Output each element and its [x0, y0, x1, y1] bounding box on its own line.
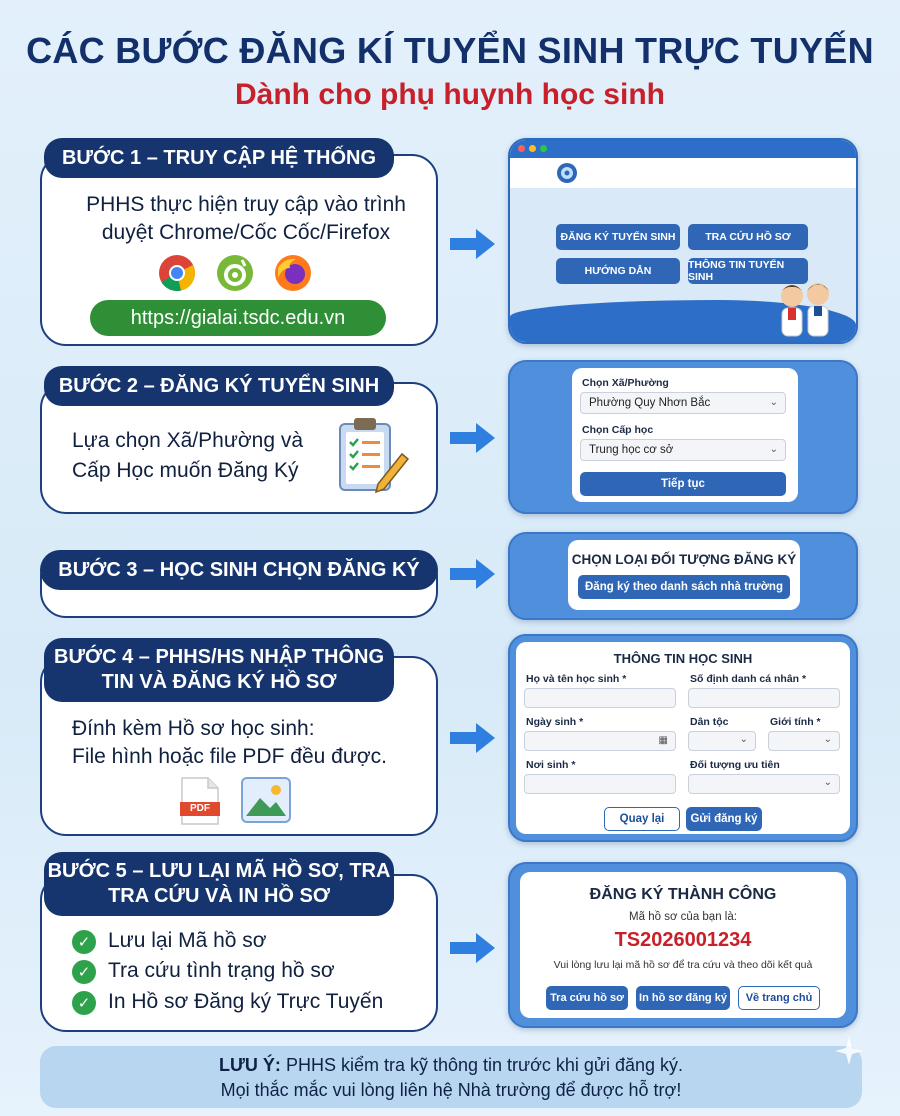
step1-heading: BƯỚC 1 – TRUY CẬP HỆ THỐNG	[44, 138, 394, 178]
ward-label: Chọn Xã/Phường	[582, 377, 669, 389]
note-line1	[40, 1055, 862, 1076]
id-label: Số định danh cá nhân *	[690, 673, 807, 685]
check-circle-icon: ✓	[72, 991, 96, 1015]
page-subtitle: Dành cho phụ huynh học sinh	[235, 78, 665, 111]
chevron-down-icon: ⌄	[823, 734, 832, 745]
home-button[interactable]: Về trang chủ	[738, 986, 820, 1010]
step5-item: Tra cứu tình trạng hồ sơ	[108, 959, 335, 982]
submit-button[interactable]: Gửi đăng ký	[686, 807, 762, 831]
step5-heading-line1: BƯỚC 5 – LƯU LẠI MÃ HỒ SƠ, TRA	[47, 860, 391, 882]
gender-label: Giới tính *	[770, 716, 821, 728]
continue-button[interactable]: Tiếp tục	[580, 472, 786, 496]
step2-heading: BƯỚC 2 – ĐĂNG KÝ TUYỂN SINH	[44, 366, 394, 406]
mock-lookup-button[interactable]: TRA CỨU HỒ SƠ	[688, 224, 808, 250]
step1-url[interactable]: https://gialai.tsdc.edu.vn	[90, 300, 386, 336]
step4-heading-line2: TIN VÀ ĐĂNG KÝ HỒ SƠ	[101, 671, 337, 693]
step4-heading	[44, 638, 394, 702]
mock-info-button[interactable]: THÔNG TIN TUYỂN SINH	[688, 258, 808, 284]
arrow-right-icon	[448, 930, 498, 966]
name-label: Họ và tên học sinh *	[526, 673, 627, 685]
gender-select[interactable]	[768, 731, 840, 751]
step4-text-line2: File hình hoặc file PDF đều được.	[72, 745, 387, 768]
note-label: LƯU Ý:	[219, 1055, 281, 1075]
dob-input[interactable]	[524, 731, 676, 751]
school-list-option-button[interactable]: Đăng ký theo danh sách nhà trường	[578, 575, 790, 599]
clipboard-checklist-icon	[334, 414, 412, 498]
level-select-value: Trung học cơ sở	[589, 444, 674, 456]
step2-text-line2: Cấp Học muốn Đăng Ký	[72, 459, 299, 482]
chevron-down-icon: ⌄	[739, 734, 748, 745]
site-logo-icon	[556, 162, 578, 184]
mock-guide-button[interactable]: HƯỚNG DẪN	[556, 258, 680, 284]
page-title: CÁC BƯỚC ĐĂNG KÍ TUYỂN SINH TRỰC TUYẾN	[26, 30, 874, 71]
window-dot-green	[540, 145, 547, 152]
chrome-icon	[158, 254, 196, 292]
pdf-file-icon	[178, 776, 222, 826]
chevron-down-icon: ⌄	[823, 777, 832, 788]
students-illustration-icon	[768, 278, 838, 340]
coccoc-icon	[216, 254, 254, 292]
type-title: CHỌN LOẠI ĐỐI TƯỢNG ĐĂNG KÝ	[571, 552, 797, 567]
step2-text-line1: Lựa chọn Xã/Phường và	[72, 429, 304, 452]
chevron-down-icon: ⌄	[769, 444, 778, 455]
application-code: TS2026001234	[614, 929, 752, 951]
dob-label: Ngày sinh *	[526, 716, 584, 728]
level-label: Chọn Cấp học	[582, 424, 654, 436]
step4-heading-line1: BƯỚC 4 – PHHS/HS NHẬP THÔNG	[54, 646, 384, 668]
code-caption: Mã hồ sơ của bạn là:	[629, 911, 737, 923]
window-dot-yellow	[529, 145, 536, 152]
ward-select-value: Phường Quy Nhơn Bắc	[589, 397, 711, 409]
step4-text-line1: Đính kèm Hồ sơ học sinh:	[72, 717, 315, 740]
check-circle-icon: ✓	[72, 960, 96, 984]
priority-label: Đối tượng ưu tiên	[690, 759, 780, 771]
chevron-down-icon: ⌄	[769, 397, 778, 408]
student-info-title: THÔNG TIN HỌC SINH	[613, 651, 753, 666]
save-hint: Vui lòng lưu lại mã hồ sơ để tra cứu và theo dõi kết quả	[553, 959, 813, 971]
print-button[interactable]: In hồ sơ đăng ký	[636, 986, 730, 1010]
ethnic-select[interactable]	[688, 731, 756, 751]
step3-heading: BƯỚC 3 – HỌC SINH CHỌN ĐĂNG KÝ	[40, 550, 438, 590]
firefox-icon	[274, 254, 312, 292]
id-input[interactable]	[688, 688, 840, 708]
pdf-label: PDF	[190, 803, 210, 814]
window-dot-red	[518, 145, 525, 152]
calendar-icon: ▦	[658, 735, 668, 746]
ethnic-label: Dân tộc	[690, 716, 729, 728]
image-file-icon	[240, 776, 292, 824]
browser-titlebar	[510, 140, 856, 158]
note-line1-text: PHHS kiểm tra kỹ thông tin trước khi gửi đăng ký.	[280, 1055, 683, 1075]
step5-item: Lưu lại Mã hồ sơ	[108, 929, 267, 952]
arrow-right-icon	[448, 226, 498, 262]
success-title: ĐĂNG KÝ THÀNH CÔNG	[589, 886, 777, 903]
name-input[interactable]	[524, 688, 676, 708]
birthplace-input[interactable]	[524, 774, 676, 794]
step5-heading-line2: TRA CỨU VÀ IN HỒ SƠ	[108, 885, 330, 907]
step5-item: In Hồ sơ Đăng ký Trực Tuyến	[108, 990, 384, 1013]
back-button[interactable]: Quay lại	[604, 807, 680, 831]
step1-text-line2: duyệt Chrome/Cốc Cốc/Firefox	[101, 221, 391, 244]
check-circle-icon: ✓	[72, 930, 96, 954]
sparkle-icon	[834, 1036, 864, 1066]
step1-text-line1: PHHS thực hiện truy cập vào trình	[86, 193, 406, 216]
birthplace-label: Nơi sinh *	[526, 759, 576, 771]
mock-register-button[interactable]: ĐĂNG KÝ TUYỂN SINH	[556, 224, 680, 250]
priority-select[interactable]	[688, 774, 840, 794]
arrow-right-icon	[448, 556, 498, 592]
arrow-right-icon	[448, 720, 498, 756]
level-select[interactable]	[580, 439, 786, 461]
step5-heading	[44, 852, 394, 916]
lookup-button[interactable]: Tra cứu hồ sơ	[546, 986, 628, 1010]
arrow-right-icon	[448, 420, 498, 456]
ward-select[interactable]	[580, 392, 786, 414]
note-line2: Mọi thắc mắc vui lòng liên hệ Nhà trường để được hỗ trợ!	[220, 1080, 682, 1100]
